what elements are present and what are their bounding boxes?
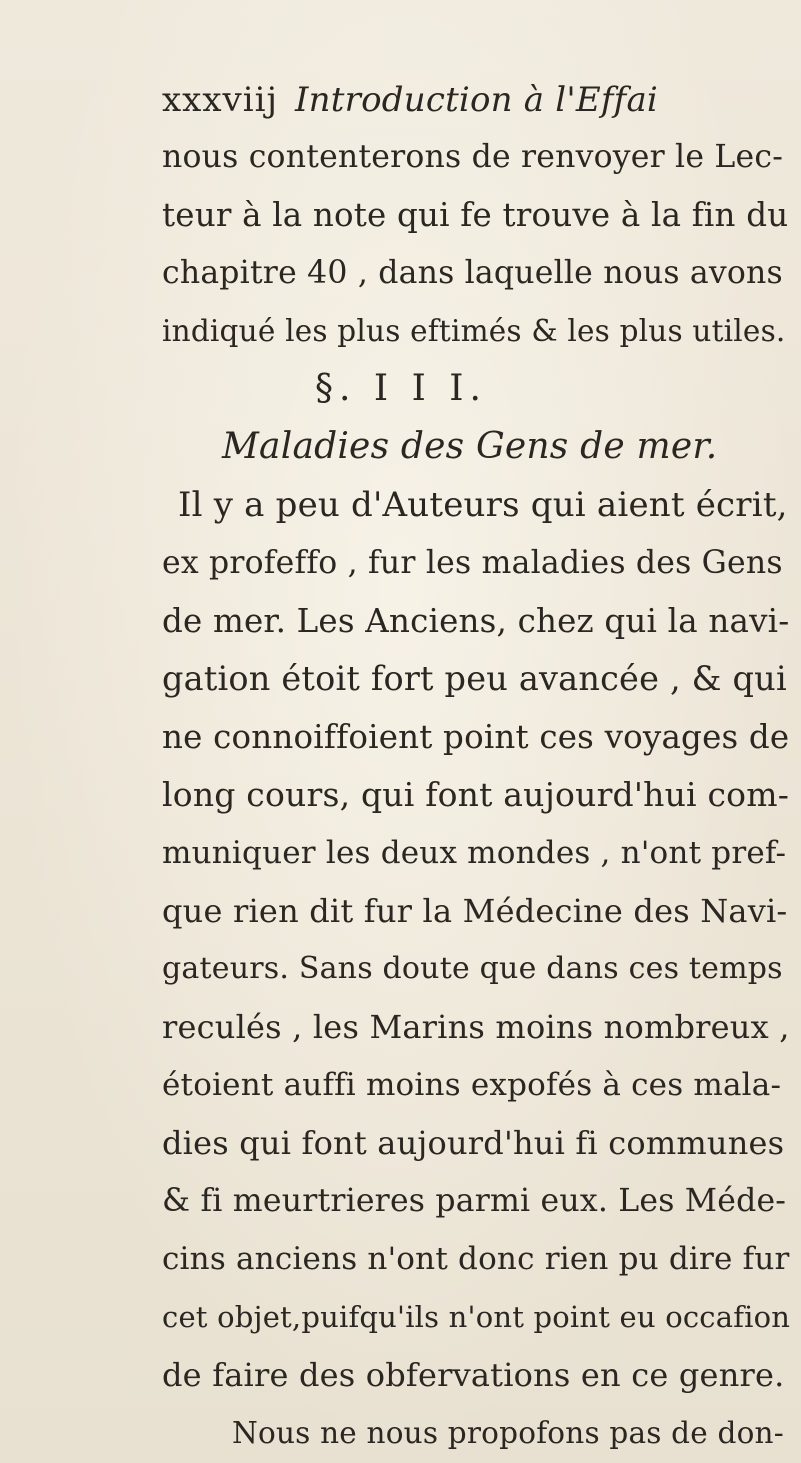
text-line: ex profeffo , fur les maladies des Gens <box>162 545 783 581</box>
text-line: cins anciens n'ont donc rien pu dire fur <box>162 1241 790 1277</box>
text-line: teur à la note qui fe trouve à la fin du <box>162 196 789 234</box>
text-line: que rien dit fur la Médecine des Navi- <box>162 892 788 930</box>
text-line: chapitre 40 , dans laquelle nous avons <box>162 255 783 291</box>
page-number: xxxviij <box>162 80 279 120</box>
text-line: reculés , les Marins moins nombreux , <box>162 1008 790 1046</box>
text-line: gation étoit fort peu avancée , & qui <box>162 659 787 698</box>
text-line: de faire des obfervations en ce genre. <box>162 1356 785 1394</box>
text-line: cet objet,puifqu'ils n'ont point eu occafion <box>162 1300 791 1334</box>
text-line: dies qui font aujourd'hui fi communes <box>162 1124 785 1162</box>
text-line: indiqué les plus eftimés & les plus utiles. <box>162 314 786 348</box>
text-line: de mer. Les Anciens, chez qui la navi- <box>162 602 790 640</box>
text-line: muniquer les deux mondes , n'ont pref- <box>162 835 787 871</box>
text-block <box>162 72 790 1462</box>
text-line: long cours, qui font aujourd'hui com- <box>162 775 790 814</box>
running-title: Introduction à l'Effai <box>295 80 659 120</box>
text-line: Il y a peu d'Auteurs qui aient écrit, <box>178 485 788 525</box>
text-line: étoient auffi moins expofés à ces mala- <box>162 1067 782 1103</box>
section-title: Maladies des Gens de mer. <box>222 426 718 467</box>
text-line: nous contenterons de renvoyer le Lec- <box>162 139 784 175</box>
section-number: §. I I I. <box>315 368 487 409</box>
text-line: & fi meurtrieres parmi eux. Les Méde- <box>162 1183 787 1219</box>
running-header <box>162 72 790 128</box>
text-line: ne connoiffoient point ces voyages de <box>162 718 790 756</box>
text-line: gateurs. Sans doute que dans ces temps <box>162 951 783 986</box>
text-line: Nous ne nous propofons pas de don- <box>232 1416 784 1450</box>
